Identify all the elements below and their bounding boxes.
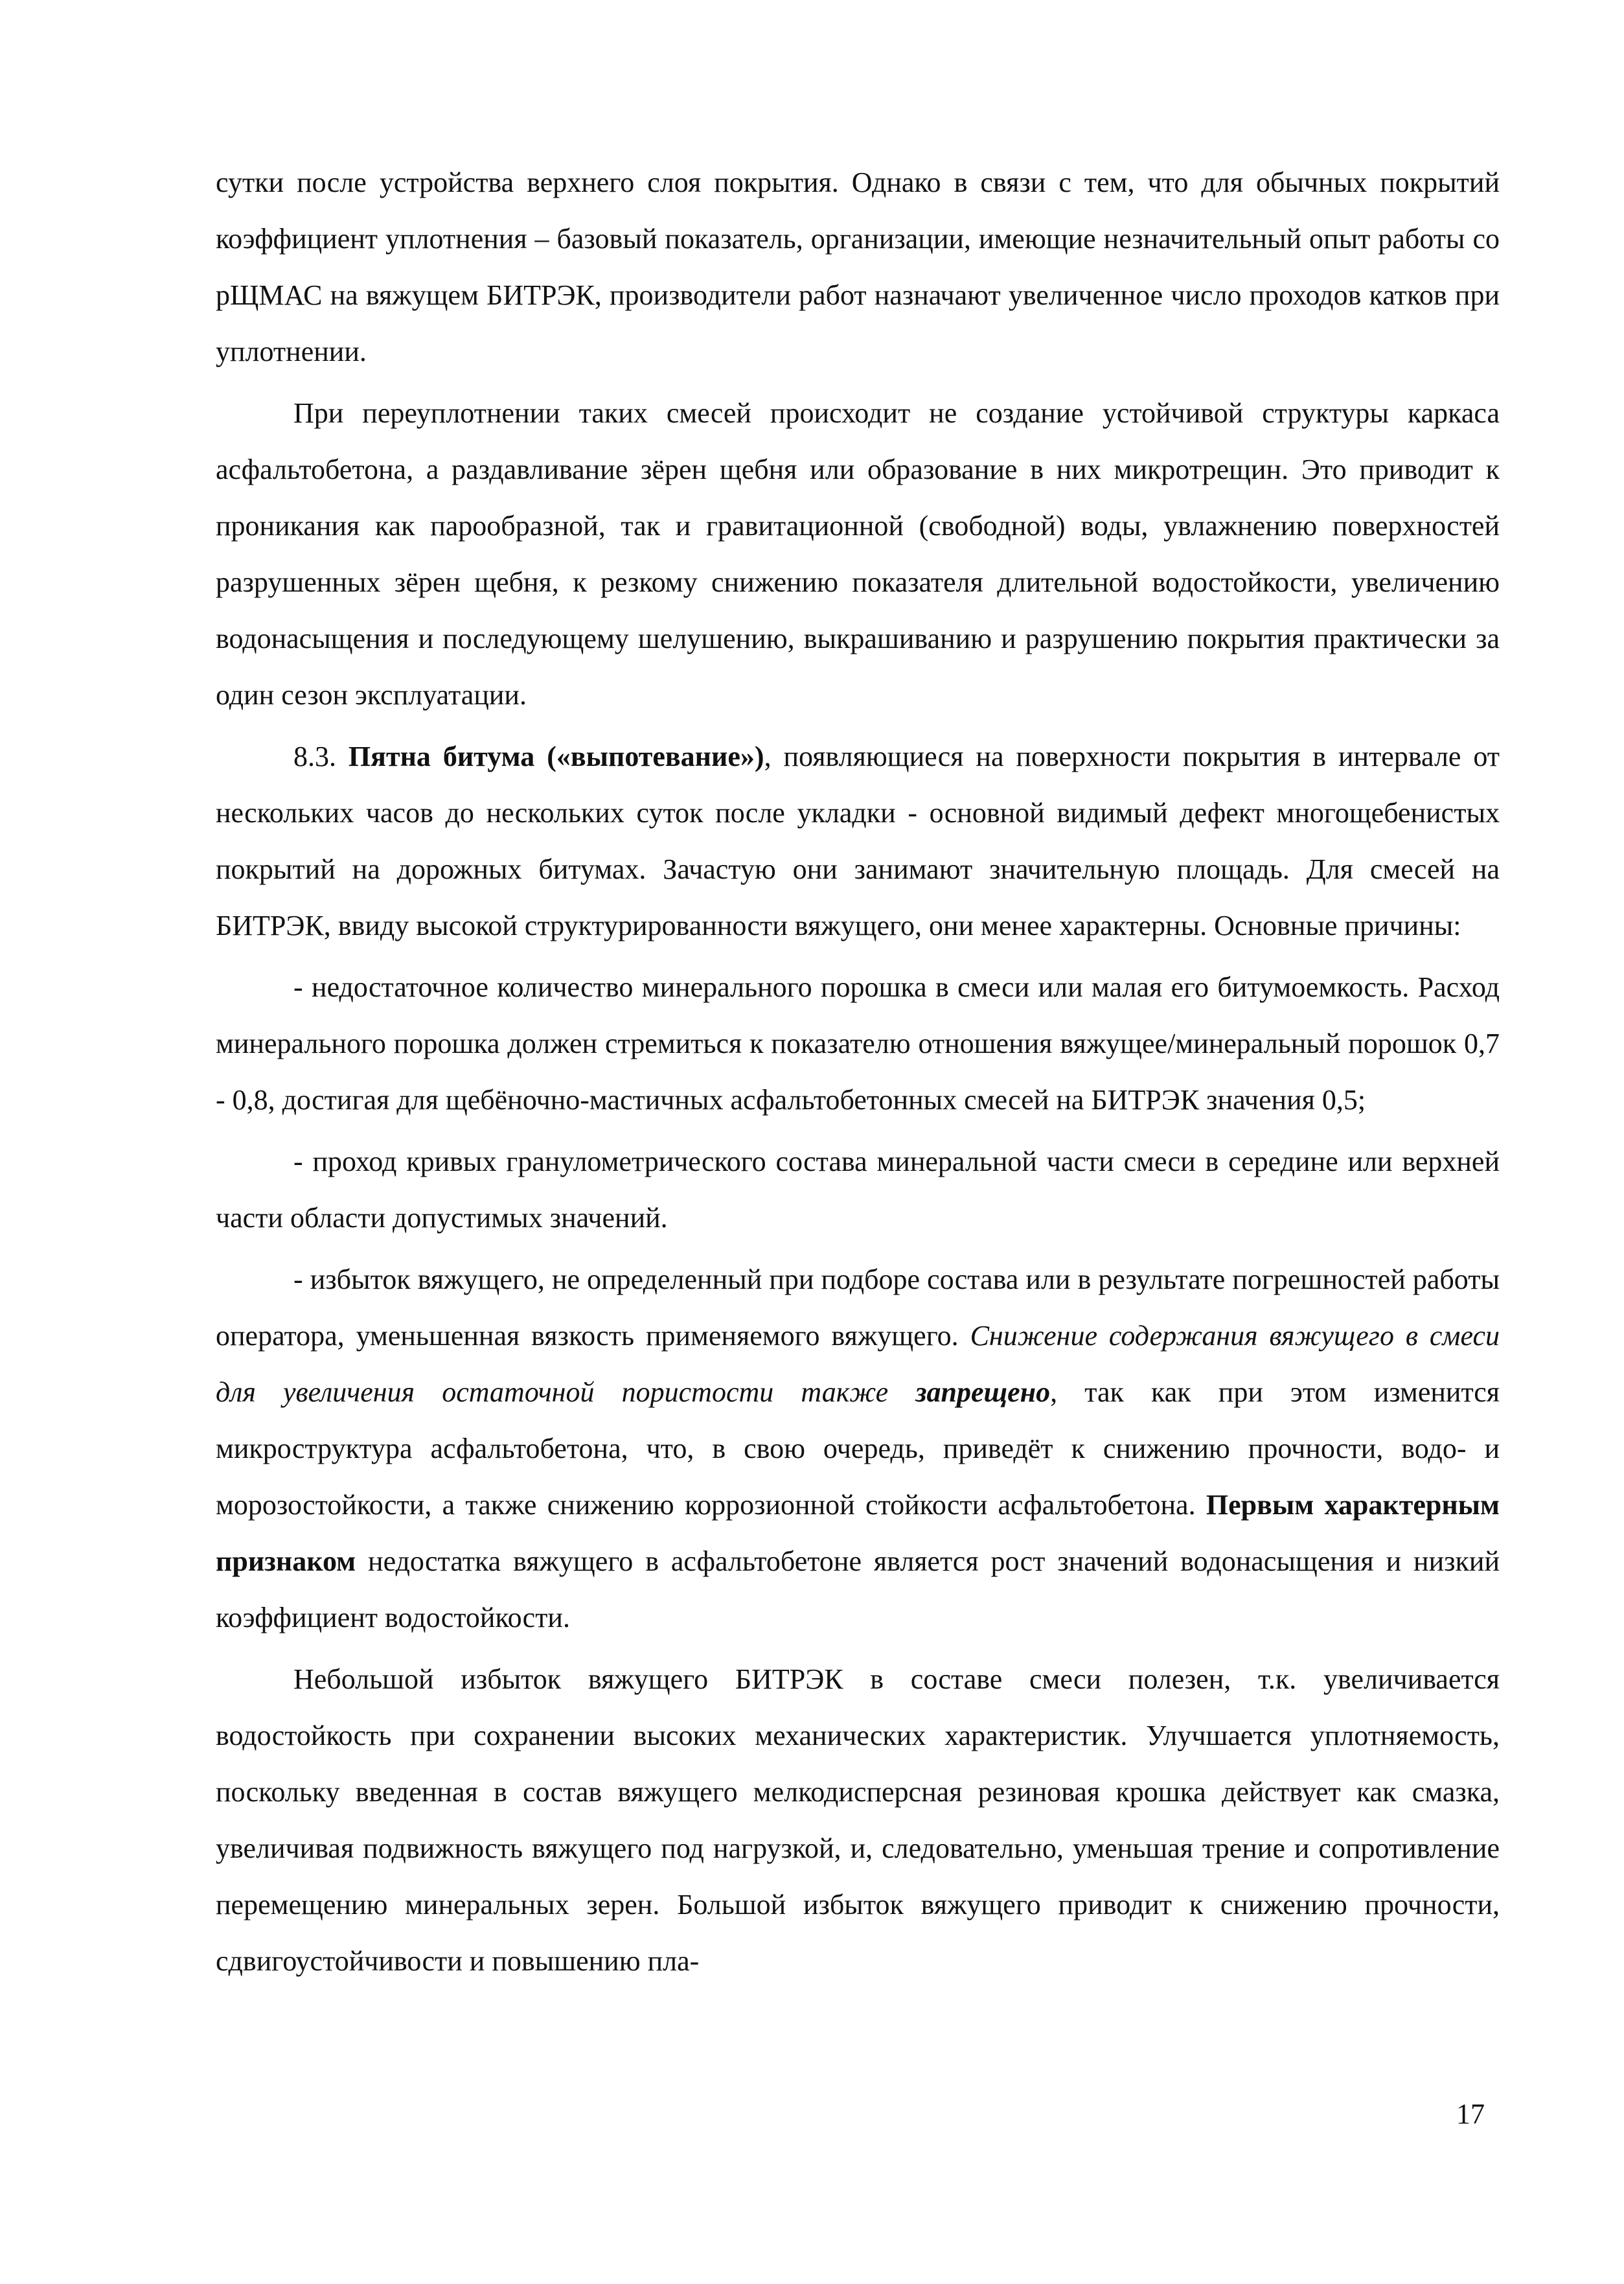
cause-item-granulometric-curves: - проход кривых гранулометрического состава минеральной части смеси в середине или верхней части области допустимых значений. [216,1146,1500,1234]
page-number: 17 [1456,2098,1485,2130]
cause-item-mineral-powder: - недостаточное количество минерального порошка в смеси или малая его битумоемкость. Расход минерального порошка должен стремиться к показателю отношения вяжущее/минеральный порошок 0,7 - 0,8, достигая для щебёночно-мастичных асфальтобетонных смесей на БИТРЭК значения 0,5; [216,971,1500,1116]
section-text: , появляющиеся на поверхности покрытия в интервале от нескольких часов до нескольких суток после укладки - основной видимый дефект многощебенистых покрытий на дорожных битумах. Зачастую они занимают значительную площадь. Для смесей на БИТРЭК, ввиду высокой структурированности вяжущего, они менее характерны. Основные причины: [216,741,1500,941]
section-number: 8.3. [293,741,336,772]
excess-binder-italic: Снижение содержания вяжущего в смеси для увеличения остаточной пористости также [216,1320,1500,1408]
paragraph-overcompaction: При переуплотнении таких смесей происходит не создание устойчивой структуры каркаса асфальтобетона, а раздавливание зёрен щебня или образование в них микротрещин. Это приводит к проникания как парообразной, так и гравитационной (свободной) воды, увлажнению поверхностей разрушенных зёрен щебня, к резкому снижению показателя длительной водостойкости, увеличению водонасыщения и последующему шелушению, выкрашиванию и разрушению покрытия практически за один сезон эксплуатации. [216,397,1500,711]
excess-binder-tail: недостатка вяжущего в асфальтобетоне является рост значений водонасыщения и низкий коэффициент водостойкости. [216,1545,1500,1633]
excess-binder-prohibited: запрещено [915,1376,1051,1408]
paragraph-small-excess: Небольшой избыток вяжущего БИТРЭК в составе смеси полезен, т.к. увеличивается водостойкость при сохранении высоких механических характеристик. Улучшается уплотняемость, поскольку введенная в состав вяжущего мелкодисперсная резиновая крошка действует как смазка, увеличивая подвижность вяжущего под нагрузкой, и, следовательно, уменьшая трение и сопротивление перемещению минеральных зерен. Большой избыток вяжущего приводит к снижению прочности, сдвигоустойчивости и повышению пла- [216,1663,1500,1977]
section-8-3-paragraph [216,728,1500,954]
section-title: Пятна битума («выпотевание») [348,741,764,772]
paragraph-continuation: сутки после устройства верхнего слоя покрытия. Однако в связи с тем, что для обычных покрытий коэффициент уплотнения – базовый показатель, организации, имеющие незначительный опыт работы со рЩМАС на вяжущем БИТРЭК, производители работ назначают увеличенное число проходов катков при уплотнении. [216,167,1500,367]
excess-binder-lead: - избыток вяжущего, не определенный при подборе состава или в результате погрешностей работы оператора, уменьшенная вязкость применяемого вяжущего. [216,1263,1500,1352]
first-sign-bold: Первым характерным признаком [216,1489,1500,1577]
cause-item-excess-binder [216,1251,1500,1646]
body-text [216,154,1500,1989]
excess-binder-middle: , так как при этом изменится микроструктура асфальтобетона, что, в свою очередь, приведёт к снижению прочности, водо- и морозостойкости, а также снижению коррозионной стойкости асфальтобетона. [216,1376,1500,1521]
